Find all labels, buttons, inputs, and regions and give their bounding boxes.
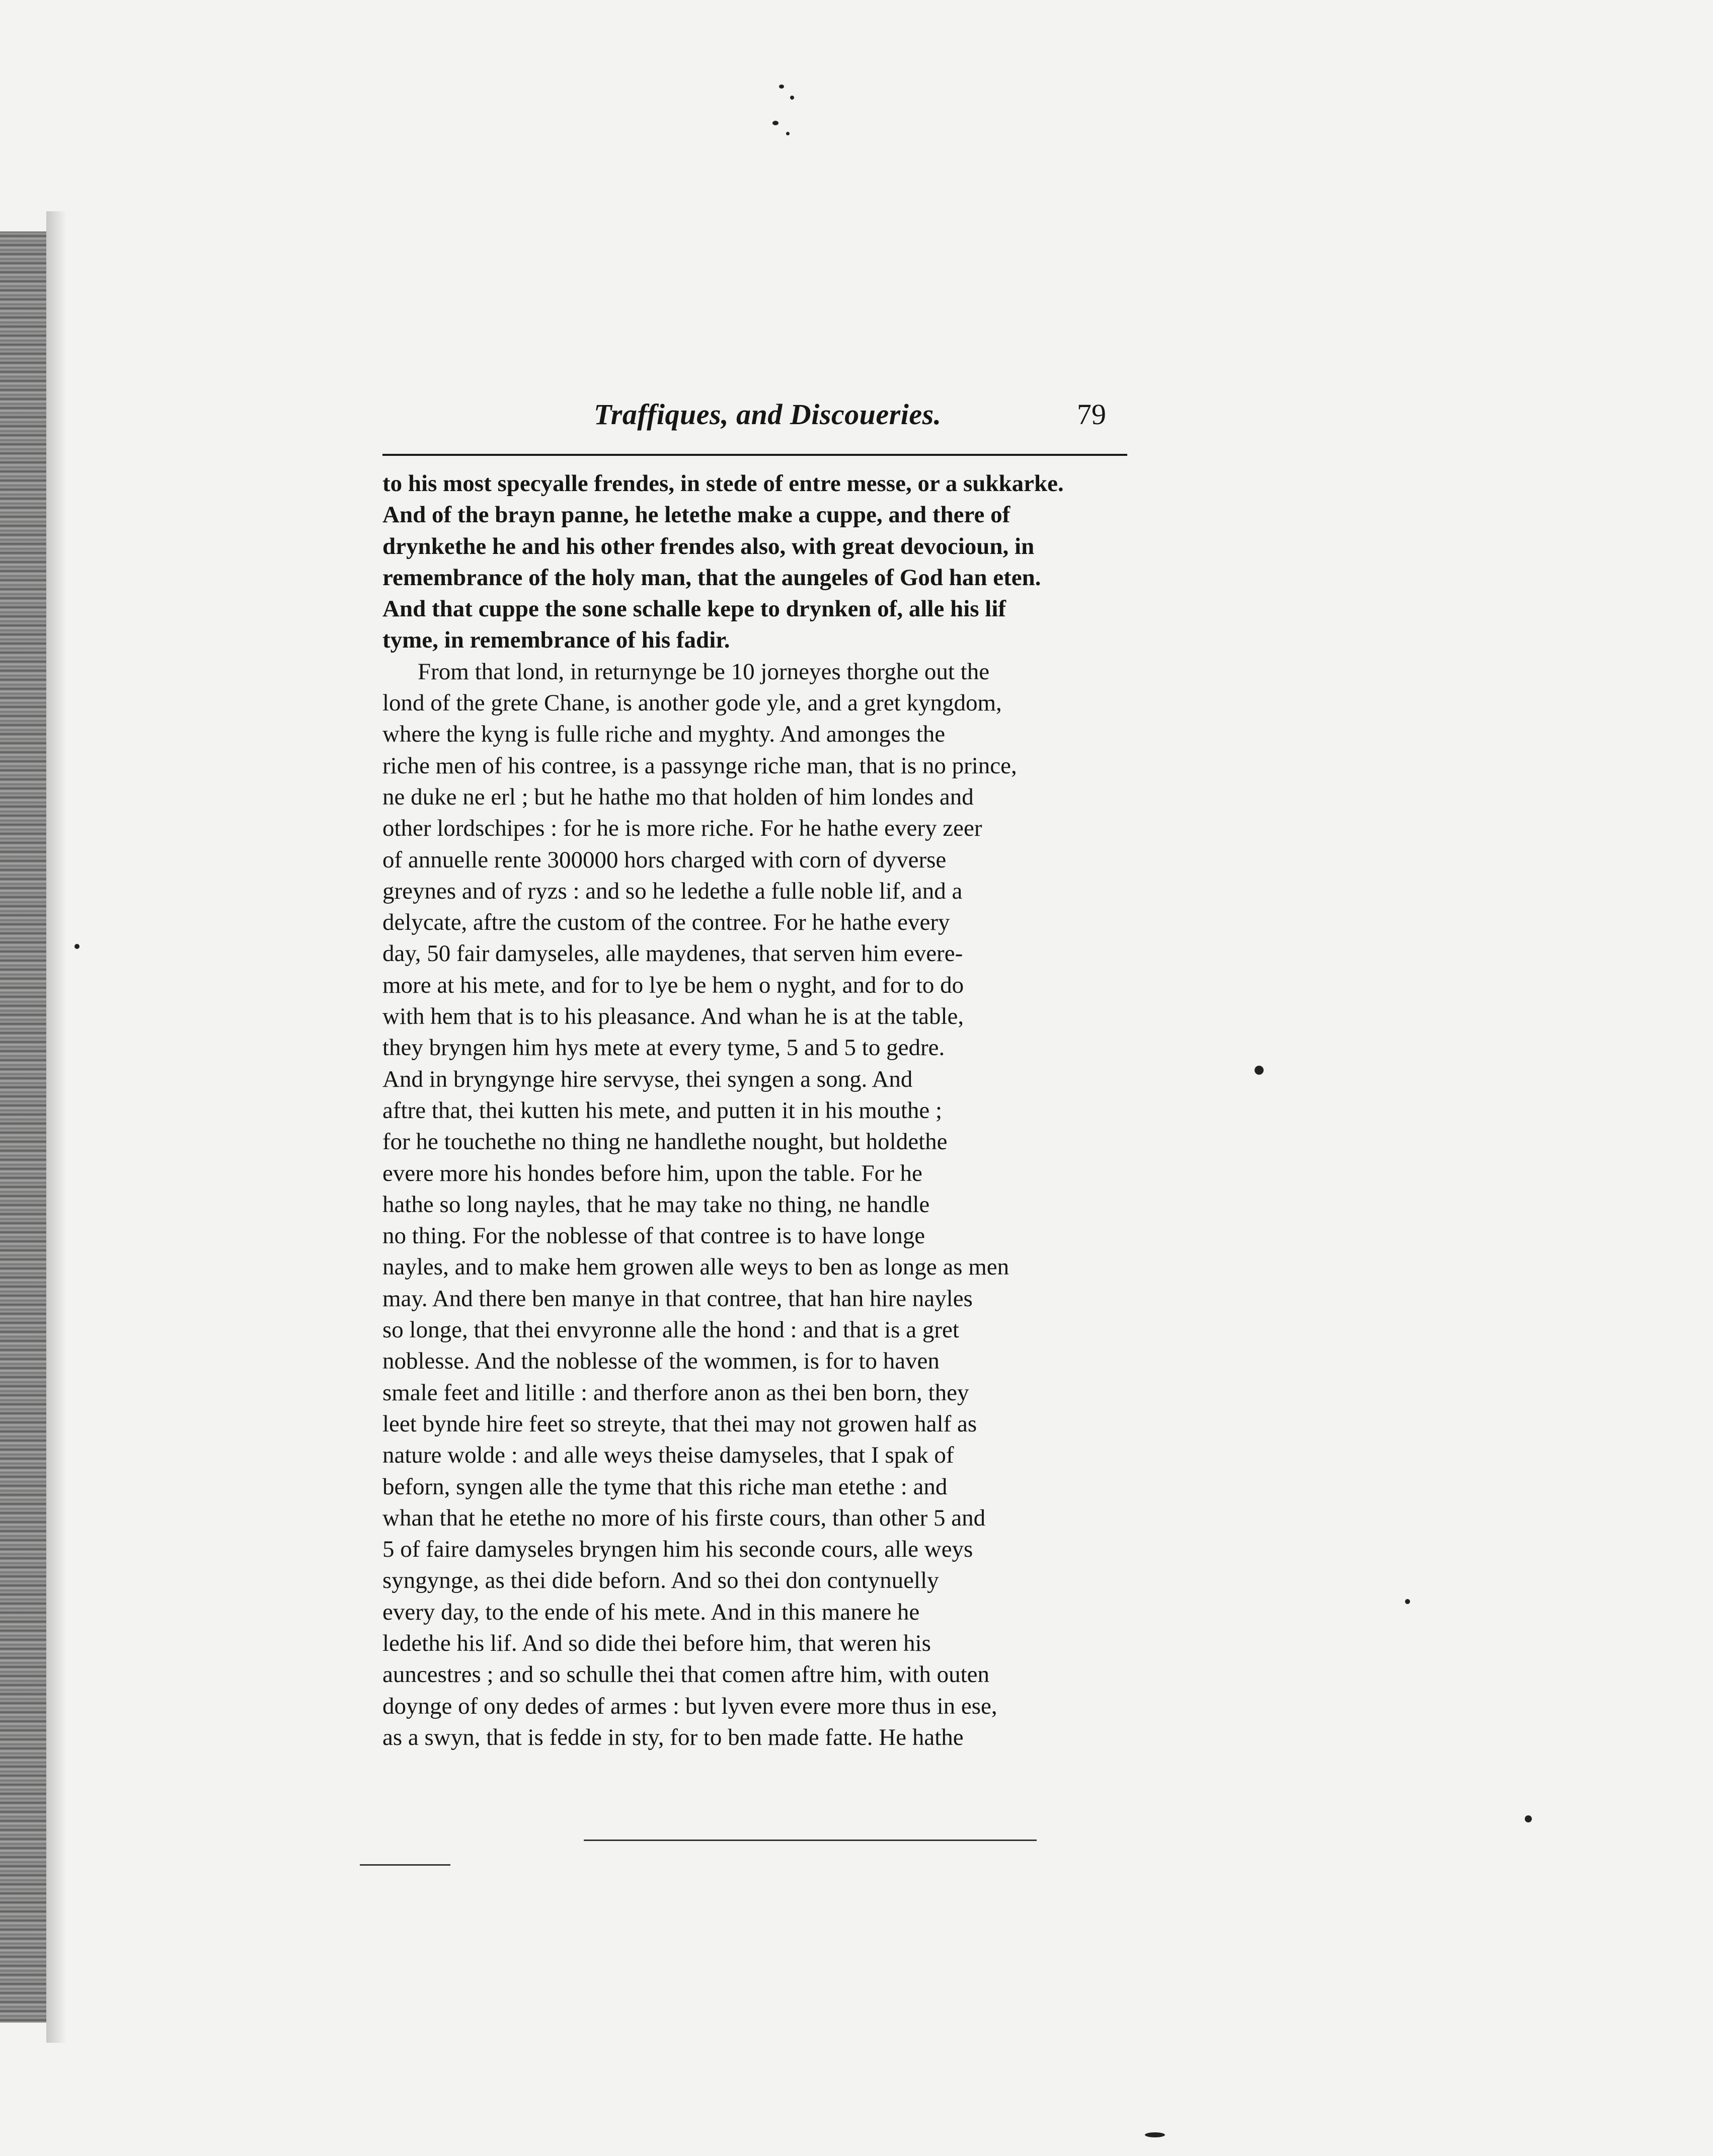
text-line: lond of the grete Chane, is another gode yle, and a gret kyngdom, <box>382 690 1002 716</box>
text-line: And that cuppe the sone schalle kepe to drynken of, alle his lif <box>382 596 1006 622</box>
scan-speck <box>1145 2132 1165 2137</box>
text-line: remembrance of the holy man, that the aungeles of God han eten. <box>382 564 1041 591</box>
text-line: noblesse. And the noblesse of the wommen, is for to haven <box>382 1348 940 1375</box>
page-number: 79 <box>1077 398 1106 431</box>
text-line: greynes and of ryzs : and so he ledethe a fulle noble lif, and a <box>382 877 963 904</box>
body-text <box>382 468 1127 1753</box>
scan-shadow-edge <box>0 231 46 2023</box>
text-line: where the kyng is fulle riche and myghty. And amonges the <box>382 721 946 748</box>
text-line: may. And there ben manye in that contree, that han hire nayles <box>382 1285 973 1312</box>
text-line: day, 50 fair damyseles, alle maydenes, that serven him evere- <box>382 940 963 967</box>
scan-speck <box>772 121 778 125</box>
scan-shadow-fade <box>46 211 66 2043</box>
text-line: more at his mete, and for to lye be hem o nyght, and for to do <box>382 972 964 998</box>
text-line: tyme, in remembrance of his fadir. <box>382 627 730 654</box>
text-line: evere more his hondes before him, upon the table. For he <box>382 1160 922 1186</box>
text-line: drynkethe he and his other frendes also, with great devocioun, in <box>382 533 1035 560</box>
footer-rule-right <box>584 1840 1037 1841</box>
text-line: for he touchethe no thing ne handlethe nought, but holdethe <box>382 1129 948 1155</box>
footer-rule-left <box>360 1864 450 1866</box>
text-line: with hem that is to his pleasance. And whan he is at the table, <box>382 1003 964 1030</box>
text-line: riche men of his contree, is a passynge riche man, that is no prince, <box>382 752 1017 779</box>
text-line: no thing. For the noblesse of that contree is to have longe <box>382 1223 925 1249</box>
page-header <box>382 397 1127 443</box>
text-line: so longe, that thei envyronne alle the hond : and that is a gret <box>382 1317 959 1343</box>
header-rule <box>382 454 1127 456</box>
text-line: as a swyn, that is fedde in sty, for to ben made fatte. He hathe <box>382 1724 964 1750</box>
text-line: beforn, syngen alle the tyme that this riche man etethe : and <box>382 1473 948 1500</box>
scan-speck <box>1255 1066 1264 1075</box>
text-line: to his most specyalle frendes, in stede of entre messe, or a sukkarke. <box>382 470 1064 497</box>
text-line: of annuelle rente 300000 hors charged with corn of dyverse <box>382 846 947 873</box>
text-line: From that lond, in returnynge be 10 jorneyes thorghe out the <box>418 658 990 685</box>
text-line: whan that he etethe no more of his firste cours, than other 5 and <box>382 1504 986 1531</box>
text-line: auncestres ; and so schulle thei that comen aftre him, with outen <box>382 1661 989 1688</box>
text-line: And in bryngynge hire servyse, thei syngen a song. And <box>382 1066 913 1092</box>
scan-speck <box>1405 1599 1410 1604</box>
scan-speck <box>779 85 784 89</box>
text-line: ledethe his lif. And so dide thei before him, that weren his <box>382 1630 931 1656</box>
text-line: nayles, and to make hem growen alle weys to ben as longe as men <box>382 1254 1009 1281</box>
text-line: every day, to the ende of his mete. And in this manere he <box>382 1599 920 1625</box>
running-title: Traffiques, and Discoueries. <box>594 398 942 431</box>
text-line: doynge of ony dedes of armes : but lyven evere more thus in ese, <box>382 1693 997 1719</box>
scan-speck <box>786 132 790 135</box>
text-line: syngynge, as thei dide beforn. And so thei don contynuelly <box>382 1567 939 1594</box>
scan-speck <box>74 944 80 949</box>
scan-speck <box>790 96 794 100</box>
text-line: nature wolde : and alle weys theise damyseles, that I spak of <box>382 1442 954 1469</box>
text-line: 5 of faire damyseles bryngen him his seconde cours, alle weys <box>382 1536 973 1563</box>
text-line: other lordschipes : for he is more riche. For he hathe every zeer <box>382 815 982 842</box>
text-line: And of the brayn panne, he letethe make a cuppe, and there of <box>382 502 1010 528</box>
text-line: aftre that, thei kutten his mete, and putten it in his mouthe ; <box>382 1097 943 1124</box>
text-line: ne duke ne erl ; but he hathe mo that holden of him londes and <box>382 783 974 810</box>
text-line: hathe so long nayles, that he may take no thing, ne handle <box>382 1191 930 1218</box>
text-line: leet bynde hire feet so streyte, that thei may not growen half as <box>382 1410 977 1437</box>
scan-speck <box>1525 1815 1532 1822</box>
text-line: smale feet and litille : and therfore anon as thei ben born, they <box>382 1379 969 1406</box>
text-line: delycate, aftre the custom of the contree. For he hathe every <box>382 909 950 936</box>
text-line: they bryngen him hys mete at every tyme, 5 and 5 to gedre. <box>382 1034 945 1061</box>
